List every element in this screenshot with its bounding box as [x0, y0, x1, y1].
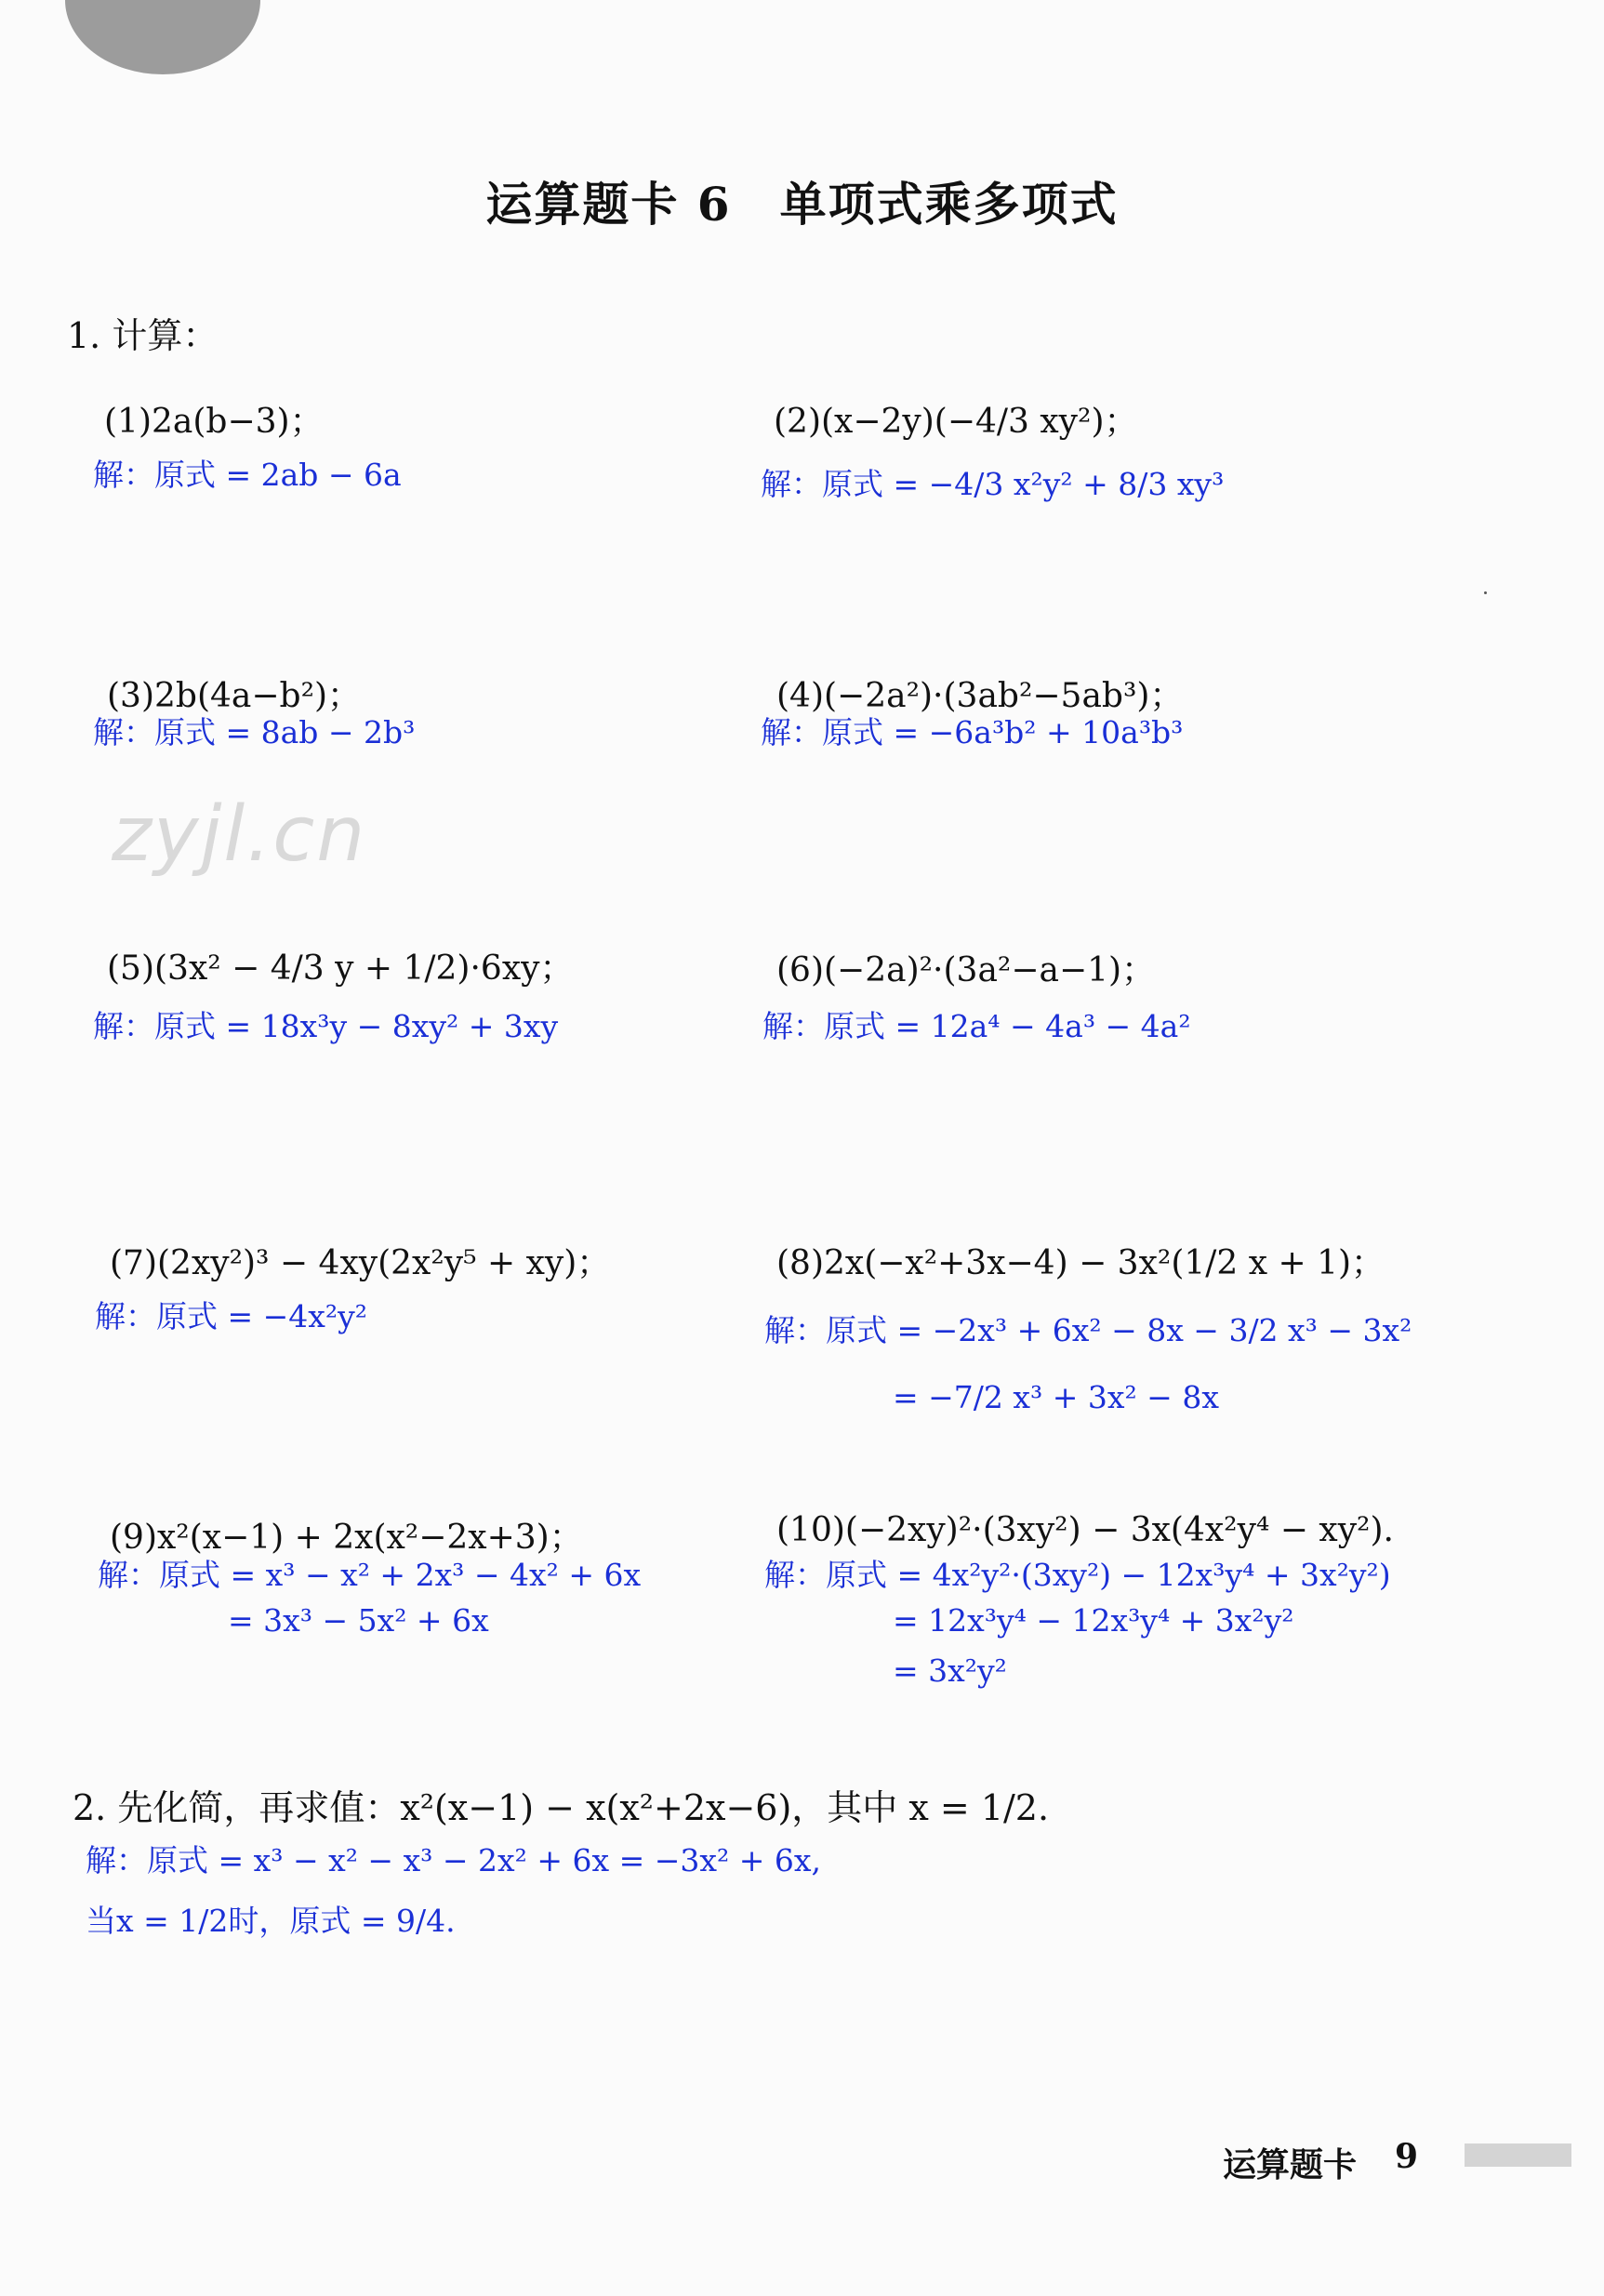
scan-speck: [1484, 591, 1487, 594]
section-1-heading: 1. 计算：: [67, 315, 219, 356]
solution-9-line-2: = 3x³ − 5x² + 6x: [228, 1602, 489, 1639]
solution-6-line-1: 解：原式 = 12a⁴ − 4a³ − 4a²: [762, 1008, 1191, 1044]
footer-label: 运算题卡: [1223, 2146, 1358, 2184]
problem-4: (4)(−2a²)·(3ab²−5ab³)；: [776, 677, 1184, 715]
corner-decoration: [65, 0, 260, 74]
solution-8-line-2: = −7/2 x³ + 3x² − 8x: [893, 1379, 1219, 1415]
watermark: zyjl.cn: [112, 790, 367, 879]
solution-10-line-2: = 12x³y⁴ − 12x³y⁴ + 3x²y²: [893, 1602, 1294, 1639]
problem-8: (8)2x(−x²+3x−4) − 3x²(1/2 x + 1)；: [776, 1244, 1385, 1282]
problem-6: (6)(−2a)²·(3a²−a−1)；: [776, 951, 1156, 989]
problem-9: (9)x²(x−1) + 2x(x²−2x+3)；: [110, 1519, 583, 1557]
solution-7-line-1: 解：原式 = −4x²y²: [95, 1298, 367, 1334]
page-title: 运算题卡 6 单项式乘多项式: [485, 177, 1119, 232]
problem-3: (3)2b(4a−b²)；: [107, 677, 362, 715]
solution-4-line-1: 解：原式 = −6a³b² + 10a³b³: [761, 714, 1184, 750]
solution-10-line-1: 解：原式 = 4x²y²·(3xy²) − 12x³y⁴ + 3x²y²): [764, 1557, 1391, 1593]
problem-1: (1)2a(b−3)；: [104, 403, 324, 441]
footer-bar: [1465, 2143, 1571, 2167]
page-number: 9: [1395, 2137, 1419, 2176]
solution-8-line-1: 解：原式 = −2x³ + 6x² − 8x − 3/2 x³ − 3x²: [764, 1312, 1412, 1348]
solution-3-line-1: 解：原式 = 8ab − 2b³: [93, 714, 416, 750]
problem-10: (10)(−2xy)²·(3xy²) − 3x(4x²y⁴ − xy²).: [776, 1511, 1394, 1549]
section-2-question: 2. 先化简，再求值：x²(x−1) − x(x²+2x−6)，其中 x = 1/2.: [73, 1787, 1050, 1828]
solution-10-line-3: = 3x²y²: [893, 1652, 1007, 1689]
solution-9-line-1: 解：原式 = x³ − x² + 2x³ − 4x² + 6x: [98, 1557, 642, 1593]
problem-7: (7)(2xy²)³ − 4xy(2x²y⁵ + xy)；: [110, 1244, 611, 1282]
section-2-solution-line-2: 当x = 1/2时，原式 = 9/4.: [86, 1903, 456, 1939]
solution-2-line-1: 解：原式 = −4/3 x²y² + 8/3 xy³: [761, 466, 1225, 502]
problem-2: (2)(x−2y)(−4/3 xy²)；: [774, 403, 1138, 441]
solution-5-line-1: 解：原式 = 18x³y − 8xy² + 3xy: [93, 1008, 559, 1044]
section-2-solution-line-1: 解：原式 = x³ − x² − x³ − 2x² + 6x = −3x² + 6x,: [86, 1842, 821, 1878]
solution-1-line-1: 解：原式 = 2ab − 6a: [93, 457, 402, 493]
problem-5: (5)(3x² − 4/3 y + 1/2)·6xy；: [107, 949, 574, 988]
